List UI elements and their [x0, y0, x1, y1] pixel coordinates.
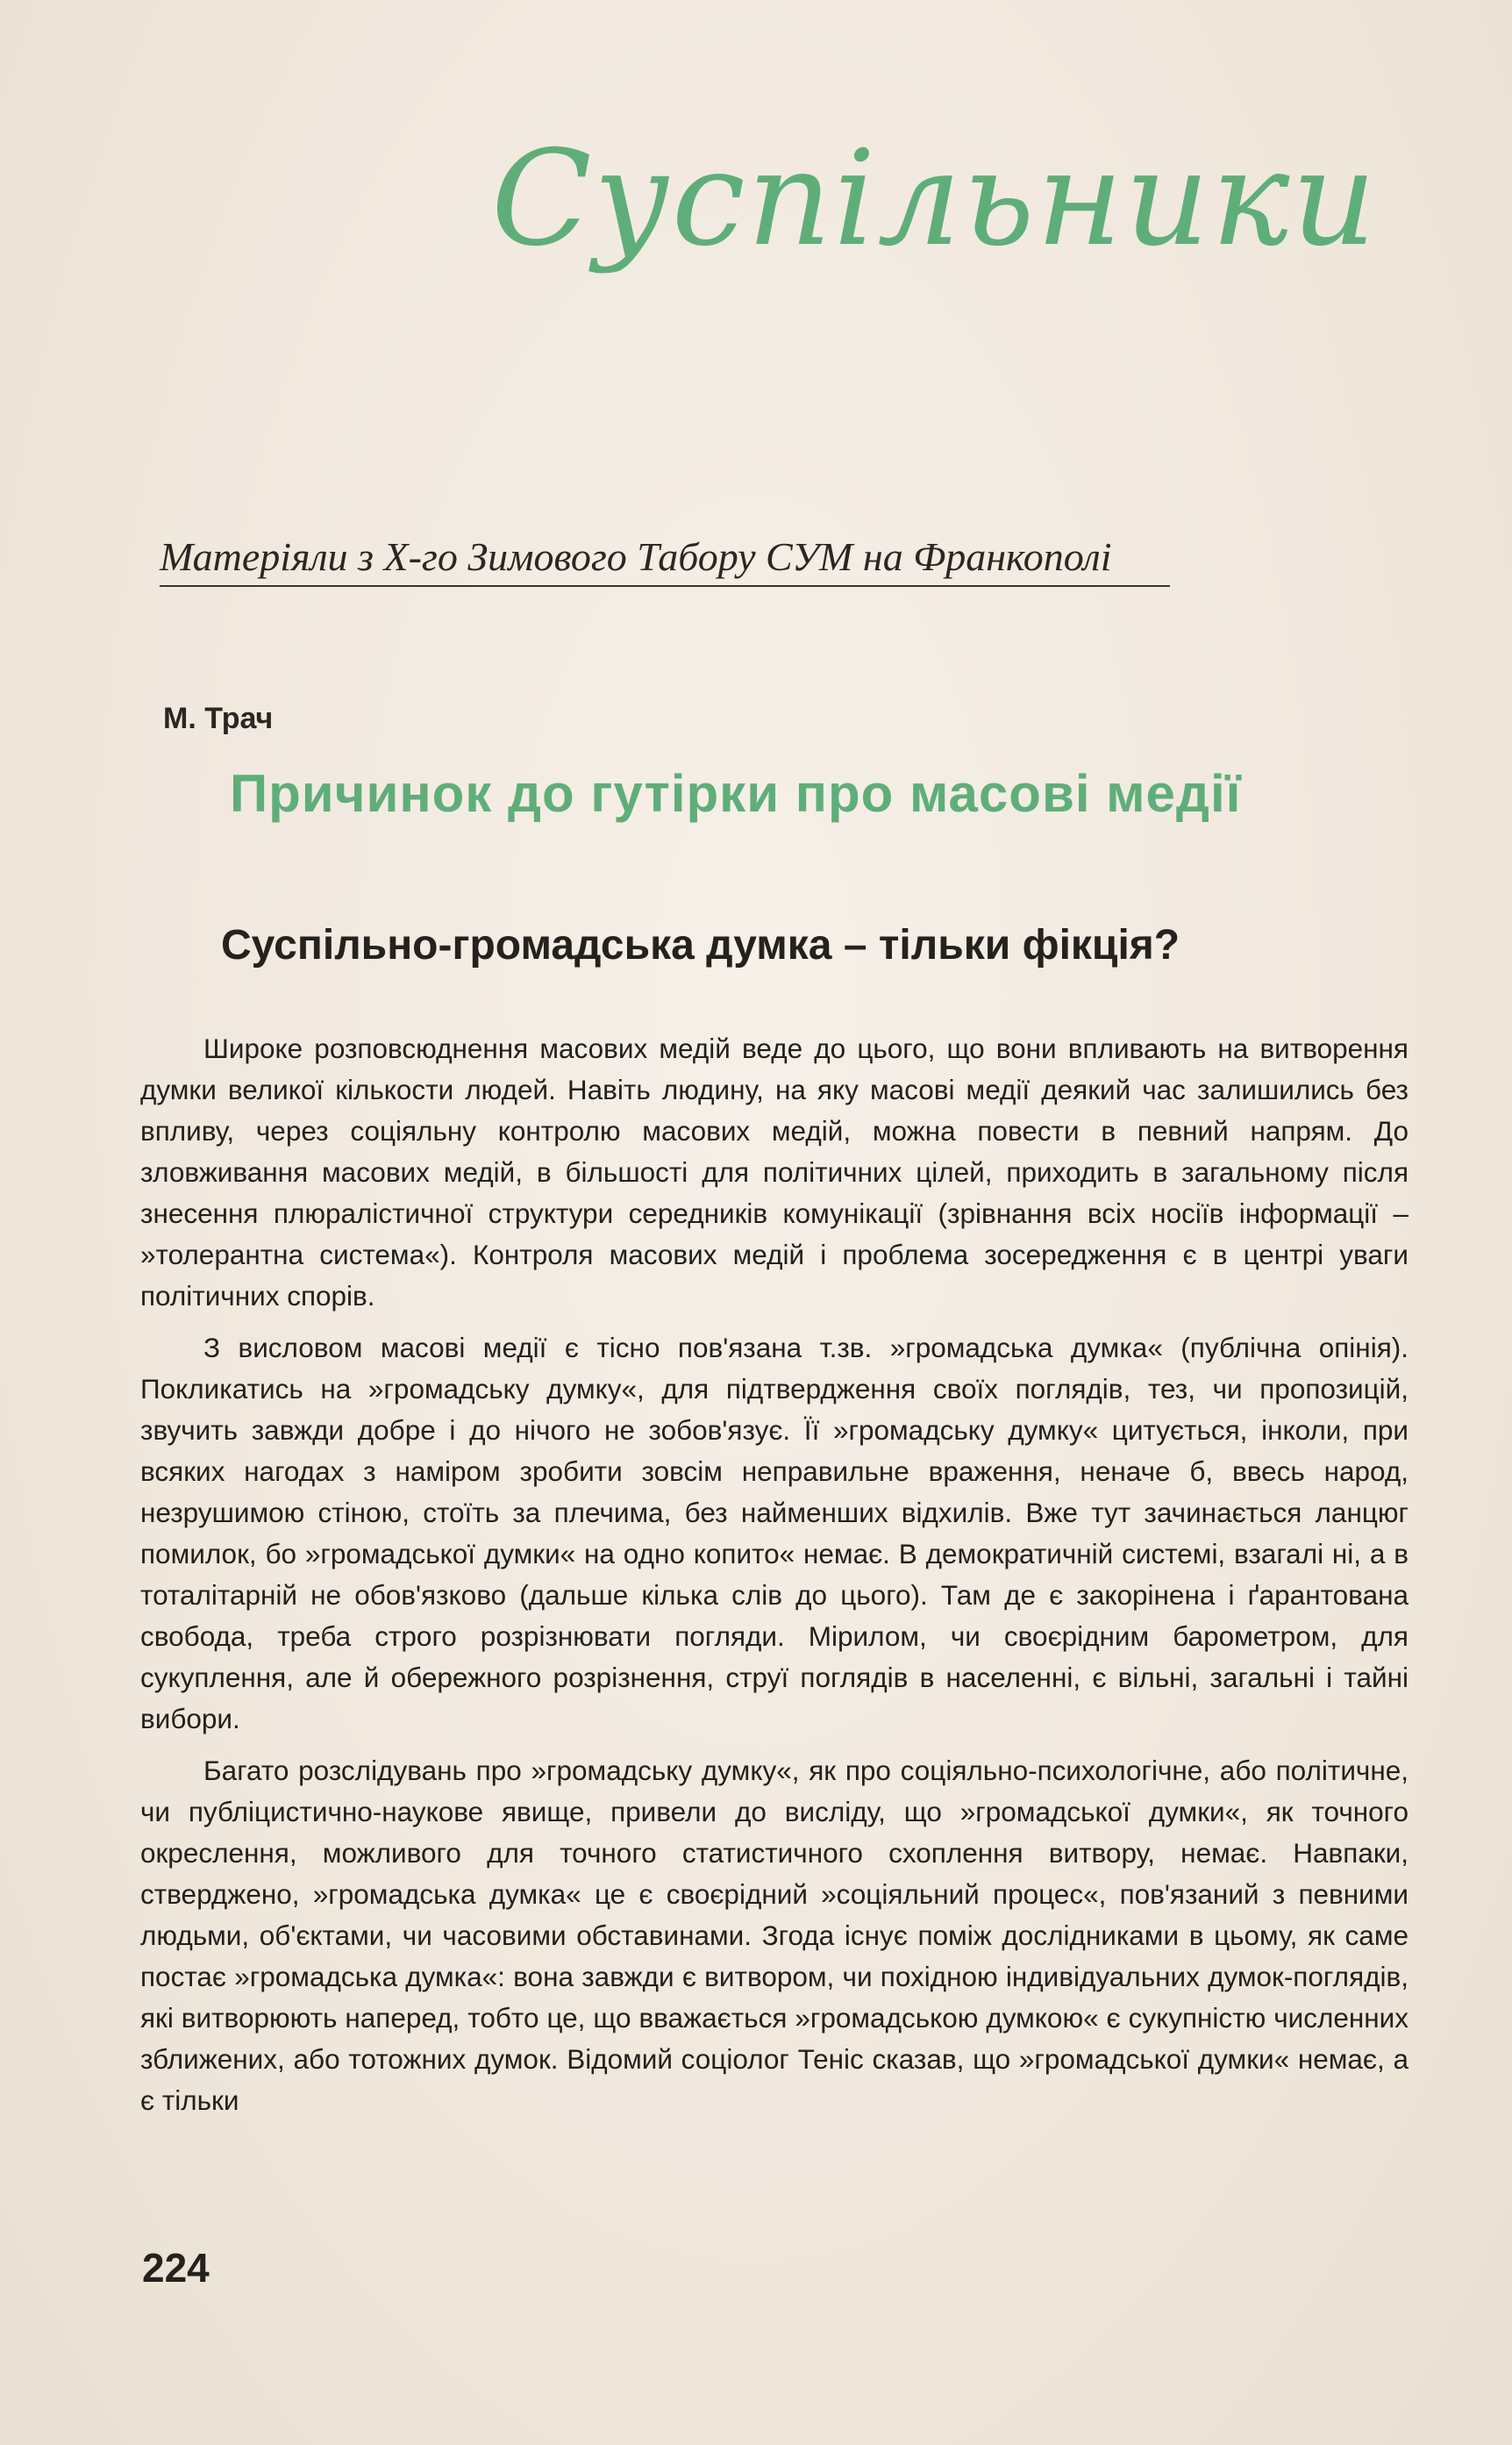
author-name: М. Трач [163, 702, 274, 735]
article-body [140, 1028, 1409, 2132]
paragraph: Багато розслідувань про »громадську думку«, як про соціяльно-психологічне, або політичне, чи публіцистично-наукове явище, привели до висліду, що »громадської думки«, як точного окреслення, можливого для точного статистичного схоплення витвору, немає. Навпаки, стверджено, »громадська думка« це є своєрідний »соціяльний процес«, пов'язаний з певними людьми, об'єктами, чи часовими обставинами. Згода існує поміж дослідниками в цьому, як саме постає »громадська думка«: вона завжди є витвором, чи похідною індивідуальних думок-поглядів, які витворюють наперед, тобто це, що вважається »громадською думкою« є сукупністю численних зближених, або тотожних думок. Відомий соціолог Теніс сказав, що »громадської думки« немає, а є тільки [140, 1755, 1409, 2116]
page-number: 224 [142, 2245, 210, 2291]
section-title: Суспільники [491, 123, 1379, 275]
article-title: Причинок до гутірки про масові медії [230, 764, 1242, 823]
article-subtitle: Суспільно-громадська думка – тільки фікція? [221, 922, 1180, 969]
paragraph: Широке розповсюднення масових медій веде до цього, що вони впливають на витворення думки великої кількости людей. Навіть людину, на яку масові медії деякий час залишились без впливу, через соціяльну контролю масових медій, можна повести в певний напрям. До зловживання масових медій, в більшості для політичних цілей, приходить в загальному після знесення плюралістичної структури середників комунікації (зрівнання всіх носіїв інформації – »толерантна система«). Контроля масових медій і проблема зосередження є в центрі уваги політичних спорів. [140, 1033, 1409, 1312]
section-subtitle: Матеріяли з Х-го Зимового Табору СУМ на Франкополі [160, 533, 1170, 587]
paragraph: З висловом масові медії є тісно пов'язана т.зв. »громадська думка« (публічна опінія). Покликатись на »громадську думку«, для підтвердження своїх поглядів, тез, чи пропозицій, звучить завжди добре і до нічого не зобов'язує. Її »громадську думку« цитується, інколи, при всяких нагодах з наміром зробити зовсім неправильне враження, неначе б, ввесь народ, незрушимою стіною, стоїть за плечима, без найменших відхилів. Вже тут зачинається ланцюг помилок, бо »громадської думки« на одно копито« немає. В демократичній системі, взагалі ні, а в тоталітарній не обов'язково (дальше кілька слів до цього). Там де є закорінена і ґарантована свобода, треба строго розрізнювати погляди. Мірилом, чи своєрідним барометром, для сукуплення, але й обережного розрізнення, струї поглядів в населенні, є вільні, загальні і тайні вибори. [140, 1332, 1409, 1734]
